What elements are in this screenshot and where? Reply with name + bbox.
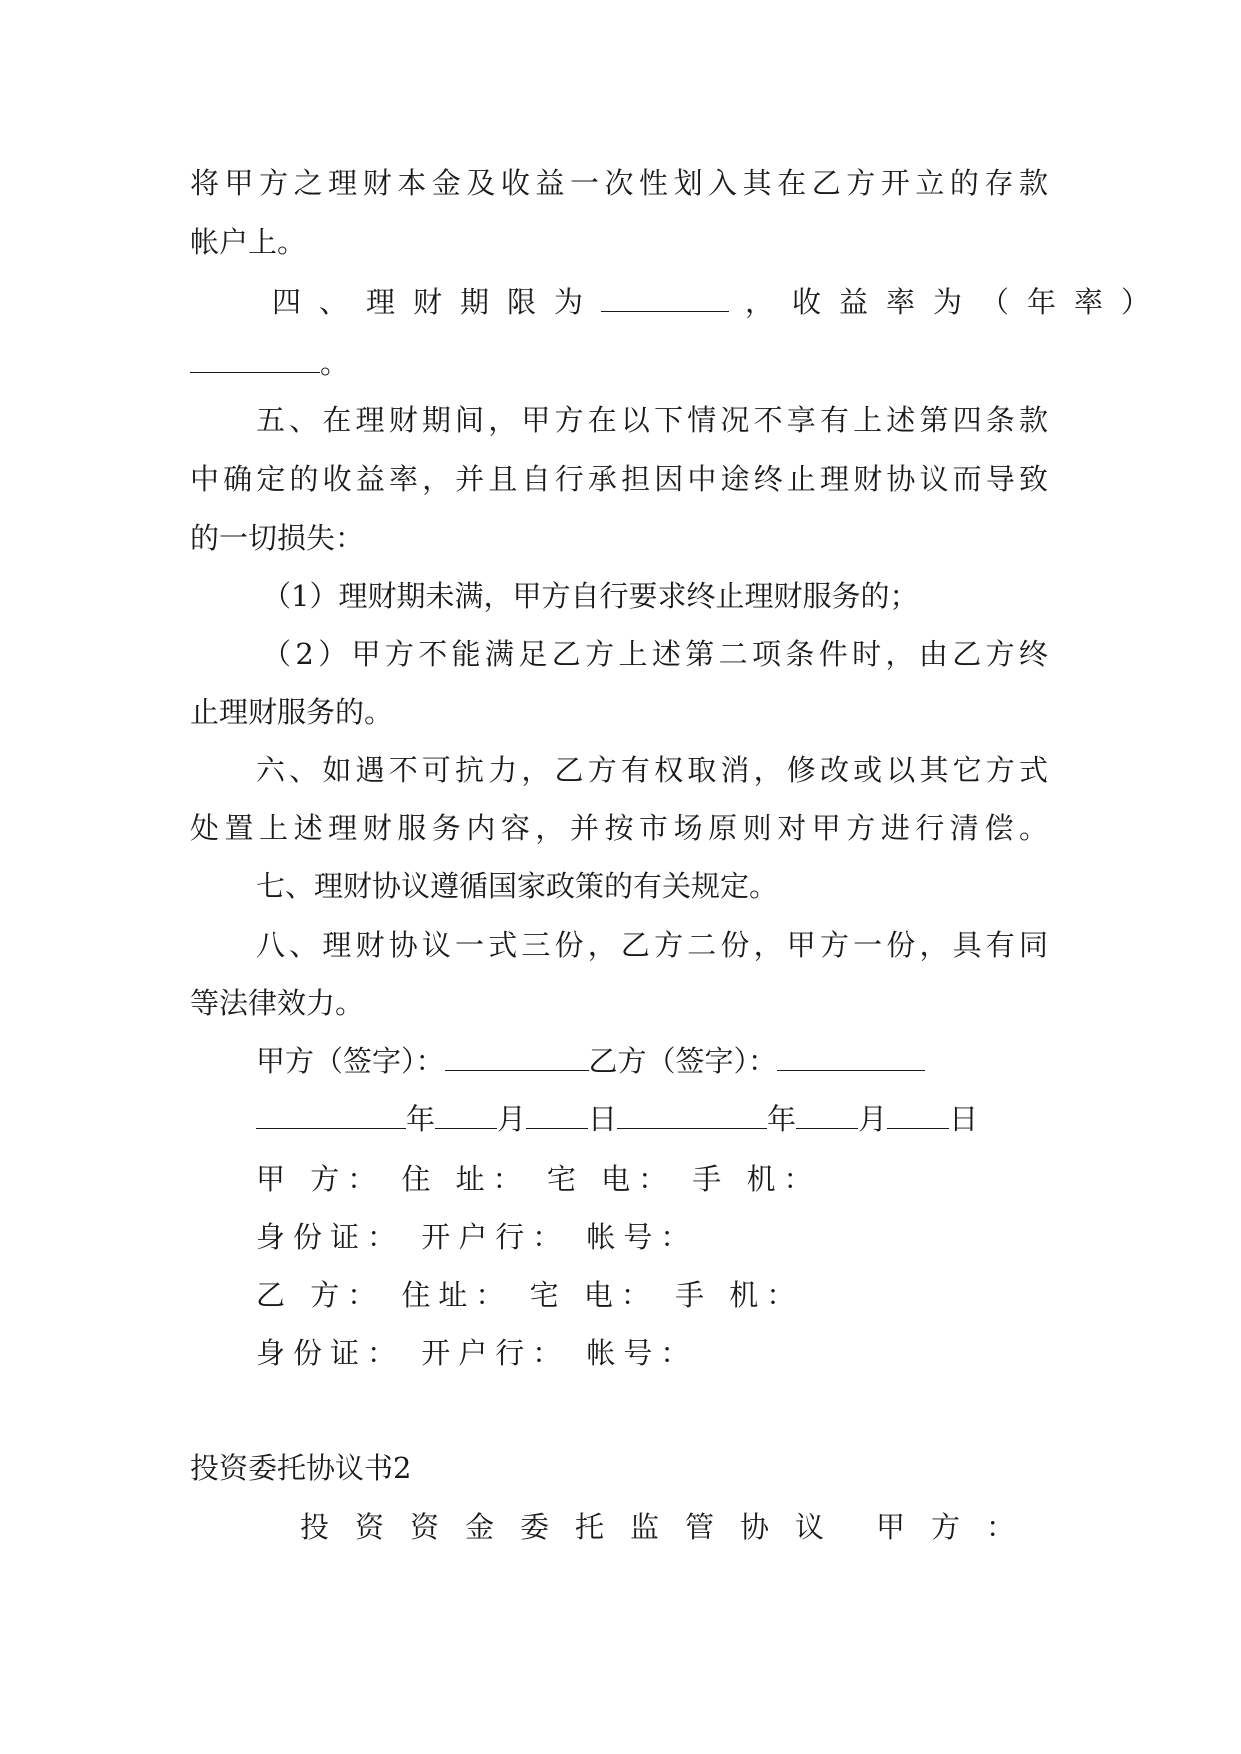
clause-6-line-1: 六、如遇不可抗力，乙方有权取消，修改或以其它方式 [256,753,1048,787]
date-a-month: 月 [497,1102,527,1136]
party-b-signature-blank [777,1044,925,1071]
date-a-day: 日 [588,1102,618,1136]
party-a-signature-label: 甲方（签字）： [256,1044,445,1078]
date-b-year: 年 [767,1102,797,1136]
clause-5-line-1: 五、在理财期间，甲方在以下情况不享有上述第四条款 [256,403,1048,437]
clause-4-text-a: 四、理财期限为 [272,285,602,319]
party-a-info: 甲 方： 住 址： 宅 电： 手 机： [256,1162,821,1196]
clause-8-line-2: 等法律效力。 [190,986,365,1020]
section-2-title: 投资委托协议书2 [190,1451,412,1485]
date-a-year: 年 [406,1102,436,1136]
clause-4-line-2 [190,343,349,383]
paragraph-line: 帐户上。 [190,225,307,259]
clause-5-line-2: 中确定的收益率，并且自行承担因中途终止理财协议而导致 [190,462,1048,496]
party-b-info: 乙 方： 住址： 宅 电： 手 机： [256,1278,804,1312]
date-a-day-blank [526,1102,588,1129]
clause-8-line-1: 八、理财协议一式三份，乙方二份，甲方一份，具有同 [256,928,1048,962]
section-2-party: 甲方： [876,1510,1042,1544]
date-b-month: 月 [858,1102,888,1136]
clause-4-text-b: ，收益率为（年率） [745,285,1169,319]
party-a-id: 身份证： 开户行： 帐号： [256,1220,698,1254]
section-2-subtitle-line [300,1507,1041,1547]
section-2-subtitle: 投资资金委托监管协议 [300,1510,851,1544]
party-a-signature-blank [445,1044,589,1071]
item-1: （1）理财期未满，甲方自行要求终止理财服务的； [262,579,919,613]
clause-4-end: 。 [320,346,350,380]
clause-6-line-2: 处置上述理财服务内容，并按市场原则对甲方进行清偿。 [190,811,1048,845]
clause-7: 七、理财协议遵循国家政策的有关规定。 [256,869,779,903]
date-b-day: 日 [949,1102,979,1136]
term-blank [601,285,729,312]
rate-blank [190,346,320,373]
clause-5-line-3: 的一切损失： [190,521,365,555]
clause-4-line [272,282,1168,322]
date-line [256,1099,978,1139]
date-a-month-blank [435,1102,497,1129]
date-b-month-blank [796,1102,858,1129]
date-a-blank [256,1102,406,1129]
paragraph-line: 将甲方之理财本金及收益一次性划入其在乙方开立的存款 [190,166,1048,200]
item-2-line-1: （2）甲方不能满足乙方上述第二项条件时，由乙方终 [262,637,1048,671]
date-b-blank [617,1102,767,1129]
date-b-day-blank [887,1102,949,1129]
item-2-line-2: 止理财服务的。 [190,695,394,729]
party-b-signature-label: 乙方（签字）： [588,1044,778,1078]
signature-line [256,1041,925,1081]
party-b-id: 身份证： 开户行： 帐号： [256,1336,698,1370]
